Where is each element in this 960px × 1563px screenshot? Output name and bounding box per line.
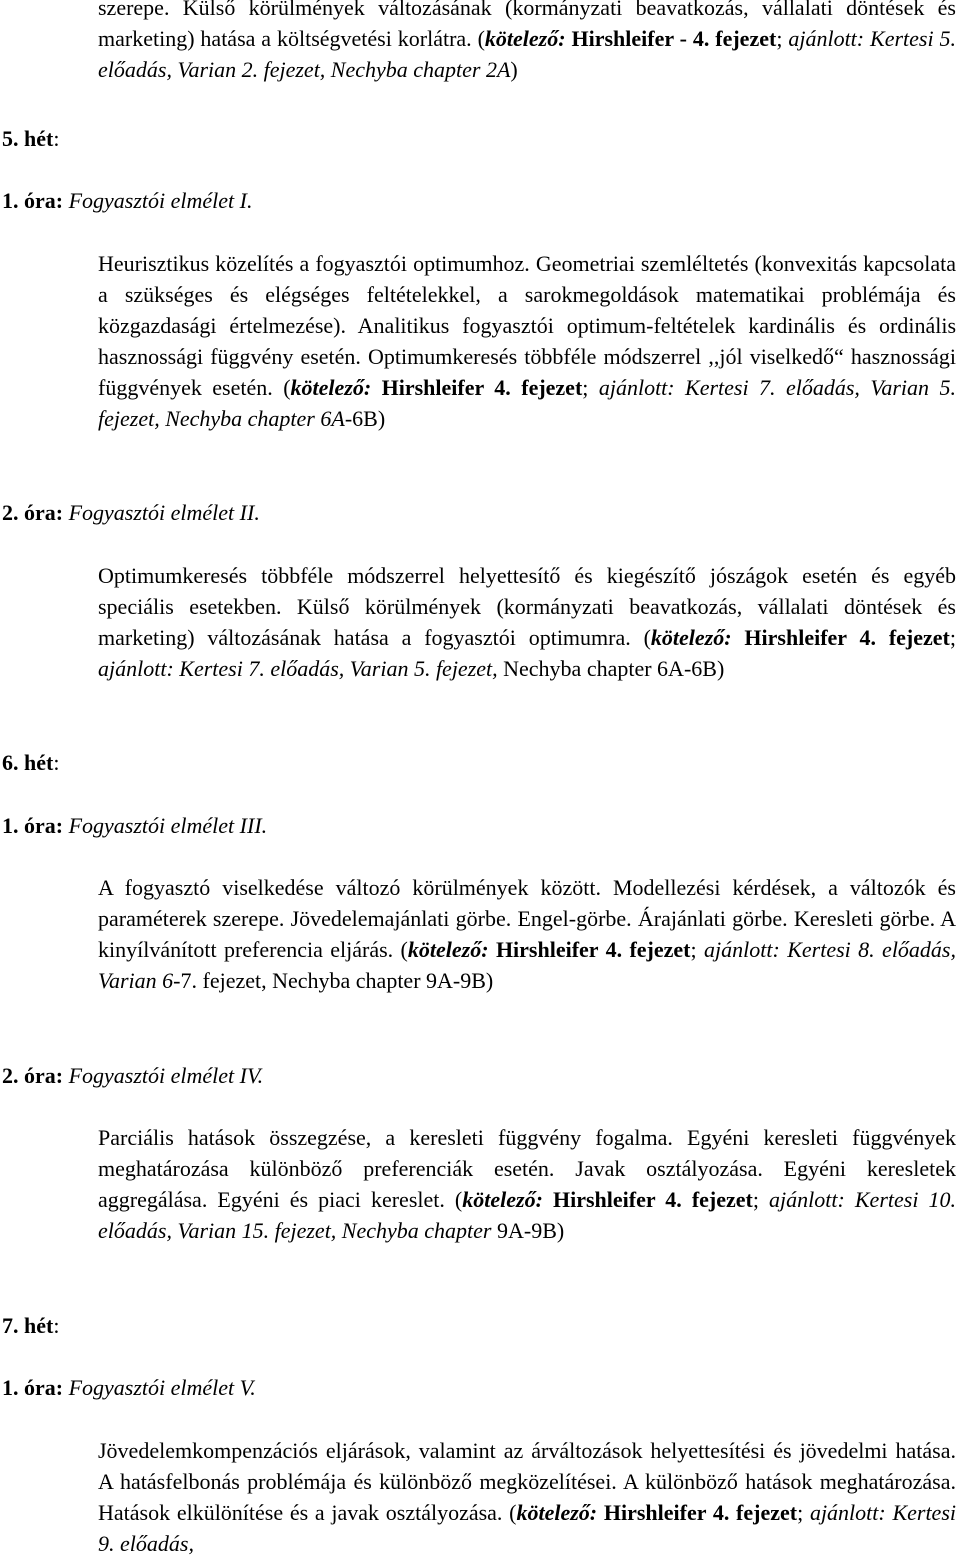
lesson-heading [2,1060,263,1091]
week-heading-6 [2,747,59,778]
lesson-number: 1. óra: [2,813,64,838]
recommended-reading: ajánlott: Kertesi 8. előadás, Varian 6- [98,937,956,993]
closing-text: 9A-9B) [491,1218,565,1243]
lesson-heading [2,1372,256,1403]
required-label: kötelező: [462,1187,543,1212]
lesson-title: Fogyasztói elmélet IV. [63,1063,264,1088]
paragraph-text: Parciális hatások összegzése, a keresleti függvény fogalma. Egyéni keresleti függvények meghatározása különböző preferenciák esetén. Javak osztályozása. Egyéni keresletek aggregálása. Egyéni és piaci kereslet. ( [98,1125,956,1212]
paragraph-text: szerepe. Külső körülmények változásának (kormányzati beavatkozás, vállalati döntések és marketing) hatása a költségvetési korlátra. ( [98,0,956,51]
recommended-reading: ajánlott: Kertesi 7. előadás, Varian 5. fejezet, [98,656,498,681]
week-label: 6. hét [2,750,54,775]
closing-text: Nechyba chapter 6A-6B) [497,656,725,681]
recommended-reading: ajánlott: Kertesi 9. előadás, [98,1500,956,1556]
required-label: kötelező: [484,26,566,51]
lesson-heading [2,810,267,841]
week-heading-7 [2,1310,59,1341]
required-label: kötelező: [516,1500,598,1525]
week-label: 5. hét [2,126,54,151]
paragraph-week4-continued [98,0,956,85]
lesson-heading [2,497,260,528]
recommended-reading: ajánlott: Kertesi 7. előadás, Varian 5. fejezet, Nechyba chapter 6A [98,375,956,431]
lesson-number: 2. óra: [2,1063,64,1088]
week-label: 7. hét [2,1313,54,1338]
required-reading: Hirshleifer 4. fejezet [542,1187,753,1212]
paragraph-text: A fogyasztó viselkedése változó körülmények között. Modellezési kérdések, a változók és paraméterek szerepe. Jövedelemajánlati görbe. Engel-görbe. Árajánlati görbe. Keresleti görbe. A kinyílvánított preferencia eljárás. ( [98,875,956,962]
required-reading: Hirshleifer 4. fejezet [597,1500,798,1525]
required-reading: Hirshleifer - 4. fejezet [565,26,777,51]
recommended-reading: ajánlott: Kertesi 5. előadás, Varian 2. fejezet, Nechyba chapter 2A [98,26,956,82]
paragraph-lesson-description [98,1122,956,1246]
lesson-number: 1. óra: [2,188,64,213]
lesson-title: Fogyasztói elmélet I. [63,188,253,213]
separator: ; [776,26,783,51]
required-label: kötelező: [407,937,489,962]
required-reading: Hirshleifer 4. fejezet [371,375,583,400]
closing-text: 7. fejezet, Nechyba chapter 9A-9B) [180,968,494,993]
week-colon: : [53,1313,60,1338]
lesson-number: 2. óra: [2,500,64,525]
paragraph-text: Heurisztikus közelítés a fogyasztói optimumhoz. Geometriai szemléltetés (konvexitás kapcsolata a szükséges és elégséges feltételekkel, a sarokmegoldások matematikai problémája és közgazdasági értelmezése). Analitikus fogyasztói optimum-feltételek kardinális és ordinális hasznossági függvény esetén. Optimumkeresés többféle módszerrel ,,jól viselkedő“ hasznossági függvények esetén. ( [98,251,956,400]
paragraph-lesson-description [98,1435,956,1559]
week-colon: : [53,750,60,775]
lesson-title: Fogyasztói elmélet II. [63,500,260,525]
separator: ; [690,937,697,962]
lesson-heading [2,185,253,216]
week-colon: : [53,126,60,151]
lesson-number: 1. óra: [2,1375,64,1400]
separator: ; [797,1500,804,1525]
required-reading: Hirshleifer 4. fejezet [488,937,691,962]
paragraph-lesson-description [98,560,956,684]
week-heading-5 [2,123,59,154]
closing-text: ) [510,57,518,82]
paragraph-text: Optimumkeresés többféle módszerrel helyettesítő és kiegészítő jószágok esetén és egyéb speciális esetekben. Külső körülmények (kormányzati beavatkozás, vállalati döntések és marketing) változásának hatása a fogyasztói optimumra. ( [98,563,956,650]
lesson-title: Fogyasztói elmélet III. [63,813,268,838]
paragraph-lesson-description [98,248,956,434]
recommended-reading: ajánlott: Kertesi 10. előadás, Varian 15. fejezet, Nechyba chapter [98,1187,956,1243]
paragraph-text: Jövedelemkompenzációs eljárások, valamint az árváltozások helyettesítési és jövedelmi hatása. A hatásfelbonás problémája és különböző megközelítései. A különböző hatások meghatározása. Hatások elkülönítése és a javak osztályozása. ( [98,1438,956,1525]
separator: ; [752,1187,759,1212]
required-label: kötelező: [290,375,372,400]
required-label: kötelező: [650,625,732,650]
closing-text: -6B) [344,406,386,431]
lesson-title: Fogyasztói elmélet V. [63,1375,256,1400]
separator: ; [949,625,956,650]
paragraph-lesson-description [98,872,956,996]
separator: ; [582,375,589,400]
required-reading: Hirshleifer 4. fejezet [731,625,950,650]
